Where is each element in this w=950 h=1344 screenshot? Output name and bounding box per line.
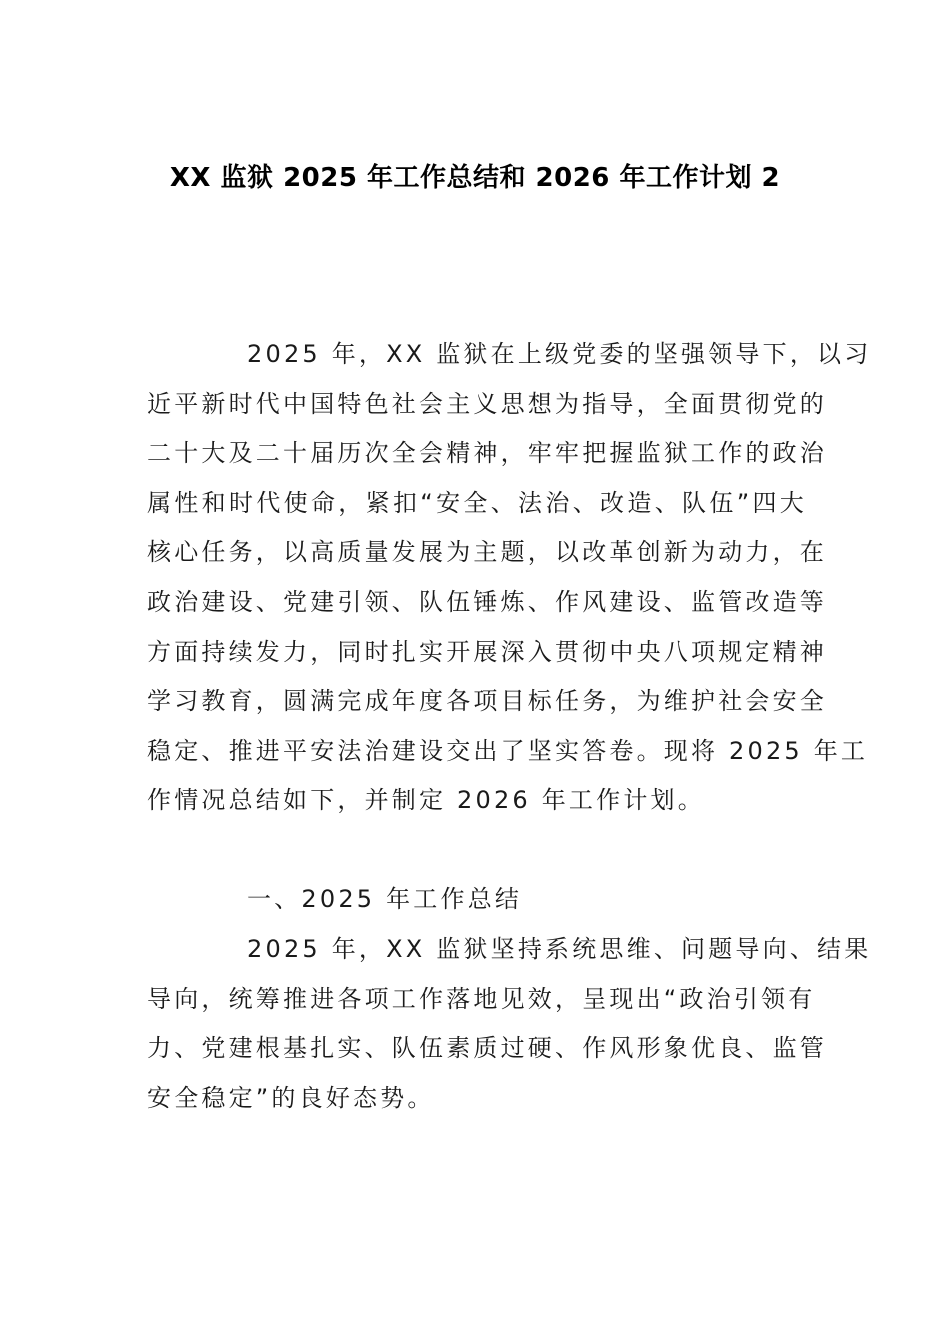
text-line: 稳定、推进平安法治建设交出了坚实答卷。现将 2025 年工 — [147, 736, 869, 765]
intro-paragraph — [147, 330, 872, 826]
text-line: 政治建设、党建引领、队伍锤炼、作风建设、监管改造等 — [147, 587, 827, 616]
text-line: 2025 年，XX 监狱坚持系统思维、问题导向、结果 — [247, 935, 872, 963]
text-line: 力、党建根基扎实、队伍素质过硬、作风形象优良、监管 — [147, 1034, 827, 1063]
section-heading — [147, 875, 807, 925]
text-line: 导向，统筹推进各项工作落地见效，呈现出“政治引领有 — [147, 984, 816, 1013]
text-line: 近平新时代中国特色社会主义思想为指导，全面贯彻党的 — [147, 389, 827, 418]
text-line: 安全稳定”的良好态势。 — [147, 1083, 435, 1112]
text-line: 二十大及二十届历次全会精神，牢牢把握监狱工作的政治 — [147, 439, 827, 468]
text-line: 作情况总结如下，并制定 2026 年工作计划。 — [147, 786, 705, 815]
text-line: 2025 年，XX 监狱在上级党委的坚强领导下，以习 — [247, 340, 872, 368]
document-title: XX 监狱 2025 年工作总结和 2026 年工作计划 2 — [169, 163, 781, 193]
text-line: 方面持续发力，同时扎实开展深入贯彻中央八项规定精神 — [147, 637, 827, 666]
heading-text: 一、2025 年工作总结 — [247, 885, 523, 913]
summary-paragraph — [147, 925, 872, 1123]
text-line: 属性和时代使命，紧扣“安全、法治、改造、队伍”四大 — [147, 488, 807, 517]
text-line: 核心任务，以高质量发展为主题，以改革创新为动力，在 — [147, 538, 827, 567]
text-line: 学习教育，圆满完成年度各项目标任务，为维护社会安全 — [147, 687, 827, 716]
